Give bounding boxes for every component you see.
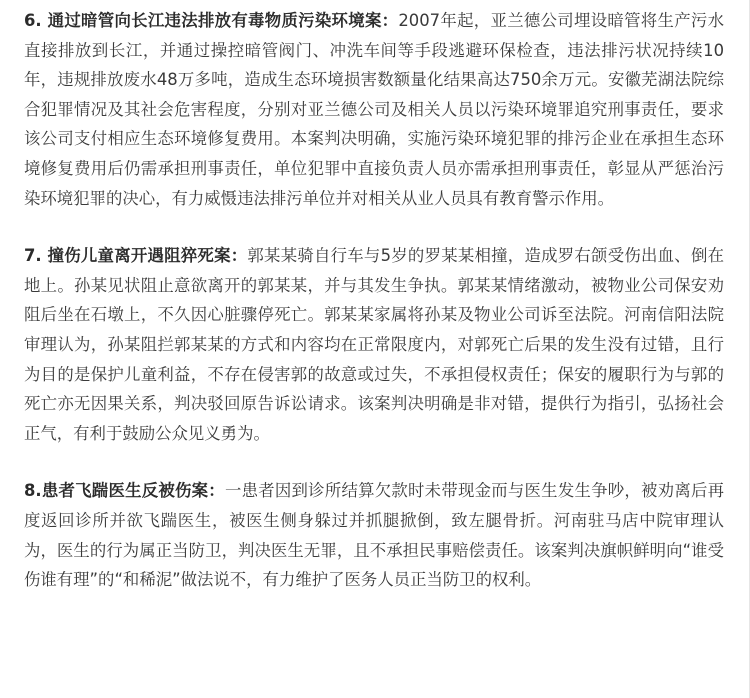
case-title-6: 6. 通过暗管向长江违法排放有毒物质污染环境案： — [24, 11, 399, 30]
case-text-7: 郭某某骑自行车与5岁的罗某某相撞，造成罗右颌受伤出血、倒在地上。孙某见状阻止意欲离开的郭某某，并与其发生争执。郭某某情绪激动，被物业公司保安劝阻后坐在石墩上，不久因心脏骤停死亡。郭某某家属将孙某及物业公司诉至法院。河南信阳法院审理认为，孙某阻拦郭某某的方式和内容均在正常限度内，对郭死亡后果的发生没有过错，且行为目的是保护儿童利益，不存在侵害郭的故意或过失，不承担侵权责任；保安的履职行为与郭的死亡亦无因果关系，判决驳回原告诉讼请求。该案判决明确是非对错，提供行为指引，弘扬社会正气，有利于鼓励公众见义勇为。 — [24, 246, 724, 443]
case-text-8: 一患者因到诊所结算欠款时未带现金而与医生发生争吵，被劝离后再度返回诊所并欲飞踹医生，被医生侧身躲过并抓腿掀倒，致左腿骨折。河南驻马店中院审理认为，医生的行为属正当防卫，判决医生无罪，且不承担民事赔偿责任。该案判决旗帜鲜明向“谁受伤谁有理”的“和稀泥”做法说不，有力维护了医务人员正当防卫的权利。 — [24, 481, 725, 590]
case-paragraph-6 — [24, 6, 724, 213]
case-title-7: 7. 撞伤儿童离开遇阻猝死案： — [24, 246, 248, 266]
case-paragraph-8 — [24, 476, 724, 594]
case-text-6: 2007年起，亚兰德公司埋设暗管将生产污水直接排放到长江，并通过操控暗管阀门、冲洗车间等手段逃避环保检查，违法排污状况持续10年，违规排放废水48万多吨，造成生态环境损害数额量化结果高达750余万元。安徽芜湖法院综合犯罪情况及其社会危害程度，分别对亚兰德公司及相关人员以污染环境罪追究刑事责任，要求该公司支付相应生态环境修复费用。本案判决明确，实施污染环境犯罪的排污企业在承担生态环境修复费用后仍需承担刑事责任，单位犯罪中直接负责人员亦需承担刑事责任，彰显从严惩治污染环境犯罪的决心，有力威慑违法排污单位并对相关从业人员具有教育警示作用。 — [24, 11, 724, 208]
case-title-8: 8.患者飞踹医生反被伤案： — [24, 481, 225, 501]
article-body — [24, 6, 724, 595]
case-paragraph-7 — [24, 241, 724, 448]
